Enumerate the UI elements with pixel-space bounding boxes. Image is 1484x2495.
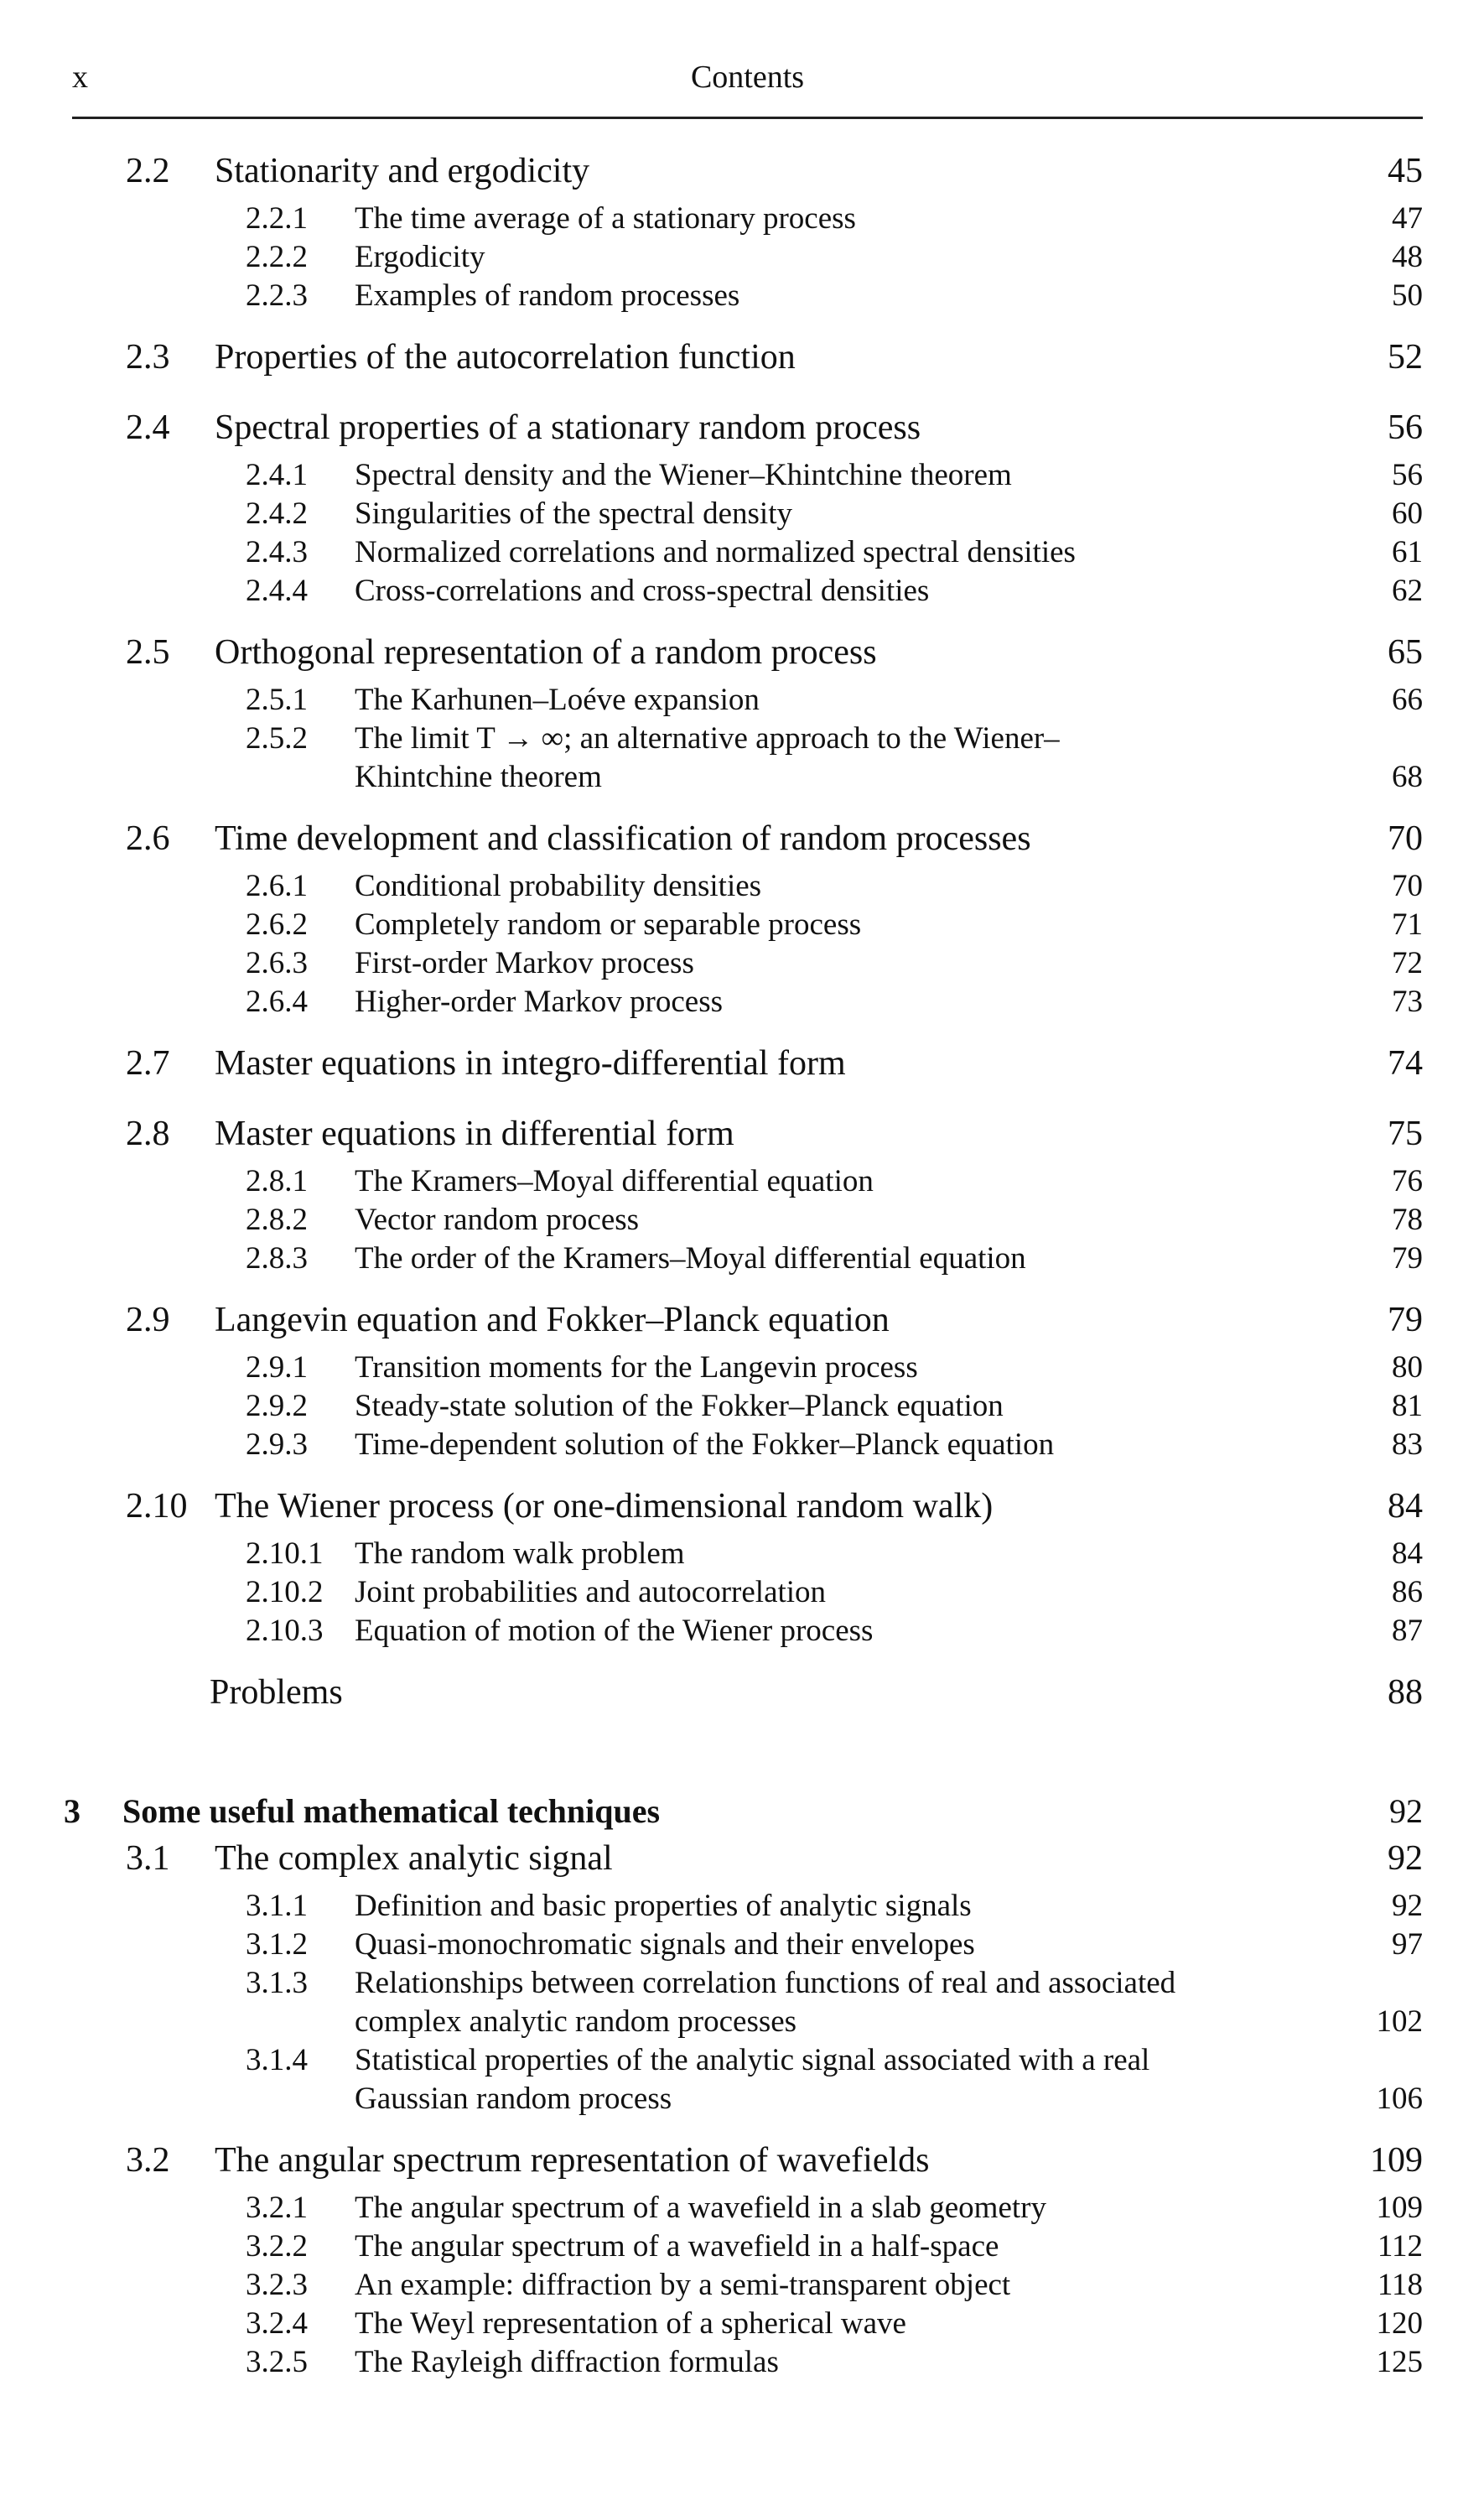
entry-title-line: The limit T → ∞; an alternative approach to the Wiener– bbox=[355, 721, 1060, 756]
entry-title-line: Ergodicity bbox=[355, 240, 485, 274]
entry-title bbox=[355, 1612, 873, 1650]
toc-sub-entry bbox=[0, 1201, 1484, 1240]
entry-title bbox=[215, 815, 1031, 862]
entry-title bbox=[355, 720, 1060, 797]
toc-section-entry bbox=[0, 148, 1484, 200]
entry-number: 2.4 bbox=[126, 408, 170, 447]
entry-title bbox=[215, 1835, 613, 1882]
entry-page-number: 70 bbox=[1388, 819, 1423, 858]
entry-number: 2.9.3 bbox=[246, 1427, 308, 1462]
entry-page-number: 56 bbox=[1388, 408, 1423, 447]
toc-sub-entry bbox=[0, 1240, 1484, 1278]
entry-number: 2.4.4 bbox=[246, 574, 308, 608]
entry-title bbox=[122, 1788, 660, 1835]
entry-title bbox=[355, 456, 1012, 495]
entry-title bbox=[215, 334, 796, 381]
entry-title-line: Joint probabilities and autocorrelation bbox=[355, 1575, 827, 1609]
entry-title-line: Master equations in integro-differential form bbox=[215, 1044, 846, 1083]
entry-title bbox=[355, 2189, 1046, 2227]
entry-number: 2.10.2 bbox=[246, 1575, 324, 1609]
entry-title bbox=[355, 1349, 918, 1387]
toc-sub-entry bbox=[0, 1387, 1484, 1426]
toc-sub-entry bbox=[0, 2266, 1484, 2305]
toc-sub-entry bbox=[0, 456, 1484, 495]
entry-title-line: Cross-correlations and cross-spectral densities bbox=[355, 574, 930, 608]
toc-section-entry bbox=[0, 2137, 1484, 2189]
entry-number: 2.6 bbox=[126, 819, 170, 858]
entry-title-line: The Rayleigh diffraction formulas bbox=[355, 2345, 779, 2379]
entry-title-line: Time development and classification of random processes bbox=[215, 819, 1031, 858]
entry-title bbox=[215, 1297, 890, 1344]
entry-number: 2.2.3 bbox=[246, 278, 308, 313]
entry-page-number: 92 bbox=[1392, 1889, 1423, 1923]
entry-number: 3.1.1 bbox=[246, 1889, 308, 1923]
toc-sub-entry bbox=[0, 277, 1484, 315]
entry-title-line: Singularities of the spectral density bbox=[355, 496, 792, 531]
entry-title bbox=[355, 1387, 1004, 1426]
entry-title-line: Higher-order Markov process bbox=[355, 985, 723, 1019]
toc-sub-entry bbox=[0, 1573, 1484, 1612]
running-header bbox=[0, 52, 1484, 102]
entry-title-line: Spectral properties of a stationary random process bbox=[215, 408, 921, 447]
entry-page-number: 92 bbox=[1388, 1839, 1423, 1878]
entry-page-number: 84 bbox=[1392, 1536, 1423, 1571]
entry-title-line: Relationships between correlation functions of real and associated bbox=[355, 1966, 1176, 2000]
entry-title bbox=[355, 1162, 874, 1201]
entry-page-number: 112 bbox=[1377, 2229, 1423, 2264]
toc-sub-entry bbox=[0, 1162, 1484, 1201]
entry-title bbox=[355, 1426, 1054, 1464]
entry-title bbox=[215, 1483, 993, 1530]
entry-title bbox=[355, 1887, 972, 1926]
entry-title bbox=[355, 2227, 999, 2266]
entry-page-number: 81 bbox=[1392, 1389, 1423, 1423]
entry-title-line: complex analytic random processes bbox=[355, 2004, 797, 2039]
toc-sub-entry bbox=[0, 1887, 1484, 1926]
toc-section-entry bbox=[0, 629, 1484, 681]
entry-number: 3.1 bbox=[126, 1839, 170, 1878]
toc-sub-entry bbox=[0, 1535, 1484, 1573]
toc-section-entry bbox=[0, 1483, 1484, 1535]
toc-sub-entry bbox=[0, 495, 1484, 533]
entry-title-line: The complex analytic signal bbox=[215, 1839, 613, 1878]
entry-title bbox=[355, 867, 761, 906]
entry-title-line: Properties of the autocorrelation function bbox=[215, 338, 796, 377]
toc-sub-entry bbox=[0, 1612, 1484, 1650]
entry-title-line: Equation of motion of the Wiener process bbox=[355, 1614, 874, 1648]
entry-number: 2.8.2 bbox=[246, 1203, 308, 1237]
entry-number: 2.6.2 bbox=[246, 907, 308, 942]
entry-page-number: 70 bbox=[1392, 869, 1423, 903]
entry-number: 2.9 bbox=[126, 1301, 170, 1339]
entry-title bbox=[355, 2305, 906, 2343]
entry-number: 3.2.2 bbox=[246, 2229, 308, 2264]
toc-sub-entry bbox=[0, 2305, 1484, 2343]
entry-title bbox=[215, 148, 589, 195]
entry-number: 2.9.1 bbox=[246, 1350, 308, 1385]
entry-title-line: The Karhunen–Loéve expansion bbox=[355, 683, 760, 717]
entry-number: 2.4.1 bbox=[246, 458, 308, 492]
entry-title bbox=[355, 2343, 779, 2382]
entry-page-number: 125 bbox=[1376, 2345, 1423, 2379]
entry-title bbox=[355, 238, 485, 277]
toc-sub-entry bbox=[0, 200, 1484, 238]
entry-title-line: Orthogonal representation of a random process bbox=[215, 633, 877, 672]
entry-number: 3.2.4 bbox=[246, 2306, 308, 2341]
entry-number: 2.10 bbox=[126, 1487, 188, 1526]
toc-sub-entry bbox=[0, 238, 1484, 277]
entry-number: 2.9.2 bbox=[246, 1389, 308, 1423]
entry-title bbox=[355, 572, 929, 611]
entry-title-line: Spectral density and the Wiener–Khintchine theorem bbox=[355, 458, 1012, 492]
entry-title-line: The order of the Kramers–Moyal differential equation bbox=[355, 1241, 1026, 1276]
entry-number: 3.2.3 bbox=[246, 2268, 308, 2302]
entry-title-line: Transition moments for the Langevin process bbox=[355, 1350, 918, 1385]
entry-page-number: 56 bbox=[1392, 458, 1423, 492]
entry-page-number: 84 bbox=[1388, 1487, 1423, 1526]
toc-sub-entry bbox=[0, 2041, 1484, 2118]
entry-title bbox=[215, 404, 921, 451]
toc-section-entry bbox=[0, 1040, 1484, 1092]
entry-title bbox=[355, 1201, 639, 1240]
entry-title bbox=[355, 200, 856, 238]
entry-title bbox=[355, 983, 723, 1021]
entry-number: 2.10.3 bbox=[246, 1614, 324, 1648]
entry-number: 2.6.3 bbox=[246, 946, 308, 980]
toc-sub-entry bbox=[0, 867, 1484, 906]
entry-title bbox=[215, 2137, 930, 2184]
entry-page-number: 68 bbox=[1392, 760, 1423, 794]
toc-sub-entry bbox=[0, 906, 1484, 944]
entry-page-number: 87 bbox=[1392, 1614, 1423, 1648]
entry-number: 2.3 bbox=[126, 338, 170, 377]
entry-page-number: 78 bbox=[1392, 1203, 1423, 1237]
entry-number: 2.8 bbox=[126, 1115, 170, 1153]
toc-sub-entry bbox=[0, 533, 1484, 572]
entry-page-number: 79 bbox=[1392, 1241, 1423, 1276]
entry-page-number: 118 bbox=[1377, 2268, 1423, 2302]
table-of-contents bbox=[0, 148, 1484, 2382]
toc-sub-entry bbox=[0, 1926, 1484, 1964]
entry-title-line: Time-dependent solution of the Fokker–Planck equation bbox=[355, 1427, 1055, 1462]
entry-title bbox=[355, 906, 861, 944]
toc-section-entry bbox=[0, 404, 1484, 456]
entry-page-number: 86 bbox=[1392, 1575, 1423, 1609]
header-rule bbox=[72, 117, 1423, 119]
entry-title-line: The Kramers–Moyal differential equation bbox=[355, 1164, 874, 1198]
entry-title bbox=[355, 277, 739, 315]
entry-page-number: 75 bbox=[1388, 1115, 1423, 1153]
entry-number: 3.1.4 bbox=[246, 2043, 308, 2077]
entry-number: 2.5 bbox=[126, 633, 170, 672]
entry-title-line: The Weyl representation of a spherical wave bbox=[355, 2306, 906, 2341]
entry-page-number: 74 bbox=[1388, 1044, 1423, 1083]
entry-title bbox=[355, 681, 760, 720]
entry-title bbox=[355, 2266, 1010, 2305]
entry-page-number: 71 bbox=[1392, 907, 1423, 942]
entry-page-number: 52 bbox=[1388, 338, 1423, 377]
page-folio: x bbox=[72, 60, 88, 95]
entry-title-line: Quasi-monochromatic signals and their envelopes bbox=[355, 1927, 975, 1962]
entry-page-number: 47 bbox=[1392, 201, 1423, 236]
entry-title bbox=[355, 1535, 685, 1573]
entry-page-number: 109 bbox=[1370, 2141, 1423, 2180]
entry-page-number: 60 bbox=[1392, 496, 1423, 531]
entry-title bbox=[210, 1669, 343, 1716]
toc-sub-entry bbox=[0, 983, 1484, 1021]
entry-number: 2.4.2 bbox=[246, 496, 308, 531]
entry-title-line: An example: diffraction by a semi-transparent object bbox=[355, 2268, 1011, 2302]
entry-title-line: The angular spectrum of a wavefield in a half-space bbox=[355, 2229, 999, 2264]
entry-number: 2.2.1 bbox=[246, 201, 308, 236]
entry-page-number: 106 bbox=[1376, 2082, 1423, 2116]
toc-sub-entry bbox=[0, 1349, 1484, 1387]
entry-page-number: 97 bbox=[1392, 1927, 1423, 1962]
entry-title-line: Langevin equation and Fokker–Planck equation bbox=[215, 1301, 890, 1339]
entry-page-number: 73 bbox=[1392, 985, 1423, 1019]
entry-number: 3.1.3 bbox=[246, 1966, 308, 2000]
toc-section-entry bbox=[0, 815, 1484, 867]
entry-page-number: 76 bbox=[1392, 1164, 1423, 1198]
entry-title bbox=[355, 533, 1076, 572]
entry-number: 2.6.4 bbox=[246, 985, 308, 1019]
toc-sub-entry bbox=[0, 2343, 1484, 2382]
entry-page-number: 109 bbox=[1376, 2191, 1423, 2225]
entry-number: 2.5.2 bbox=[246, 721, 308, 756]
entry-page-number: 66 bbox=[1392, 683, 1423, 717]
entry-title-line: Completely random or separable process bbox=[355, 907, 862, 942]
entry-title-line: Master equations in differential form bbox=[215, 1115, 734, 1153]
entry-number: 2.5.1 bbox=[246, 683, 308, 717]
entry-number: 3.1.2 bbox=[246, 1927, 308, 1962]
entry-page-number: 120 bbox=[1376, 2306, 1423, 2341]
entry-number: 2.4.3 bbox=[246, 535, 308, 569]
entry-title bbox=[355, 2041, 1149, 2118]
entry-title-line: The angular spectrum representation of wavefields bbox=[215, 2141, 930, 2180]
entry-title bbox=[355, 495, 792, 533]
entry-page-number: 92 bbox=[1389, 1792, 1423, 1830]
entry-number: 3.2.5 bbox=[246, 2345, 308, 2379]
entry-title-line: Statistical properties of the analytic signal associated with a real bbox=[355, 2043, 1150, 2077]
entry-number: 2.2.2 bbox=[246, 240, 308, 274]
toc-sub-entry bbox=[0, 720, 1484, 797]
toc-chapter-entry bbox=[0, 1788, 1484, 1835]
toc-sub-entry bbox=[0, 1426, 1484, 1464]
entry-page-number: 102 bbox=[1376, 2004, 1423, 2039]
entry-page-number: 72 bbox=[1392, 946, 1423, 980]
entry-title-line: Normalized correlations and normalized spectral densities bbox=[355, 535, 1076, 569]
entry-title bbox=[355, 1926, 975, 1964]
entry-number: 2.8.3 bbox=[246, 1241, 308, 1276]
entry-title-line: Stationarity and ergodicity bbox=[215, 152, 590, 190]
entry-title-line: Vector random process bbox=[355, 1203, 640, 1237]
entry-title-line: Problems bbox=[210, 1673, 343, 1712]
toc-section-entry bbox=[0, 1297, 1484, 1349]
entry-title-line: Gaussian random process bbox=[355, 2082, 672, 2116]
entry-page-number: 65 bbox=[1388, 633, 1423, 672]
entry-number: 3.2 bbox=[126, 2141, 170, 2180]
entry-title-line: Conditional probability densities bbox=[355, 869, 762, 903]
entry-page-number: 62 bbox=[1392, 574, 1423, 608]
entry-title bbox=[215, 1040, 846, 1087]
entry-title-line: Definition and basic properties of analytic signals bbox=[355, 1889, 972, 1923]
entry-number: 2.2 bbox=[126, 152, 170, 190]
entry-page-number: 48 bbox=[1392, 240, 1423, 274]
entry-page-number: 50 bbox=[1392, 278, 1423, 313]
entry-page-number: 88 bbox=[1388, 1673, 1423, 1712]
toc-section-entry bbox=[0, 1835, 1484, 1887]
entry-number: 2.8.1 bbox=[246, 1164, 308, 1198]
entry-title bbox=[215, 629, 877, 676]
entry-title bbox=[215, 1110, 734, 1157]
toc-section-entry bbox=[0, 1110, 1484, 1162]
entry-page-number: 45 bbox=[1388, 152, 1423, 190]
toc-section-entry bbox=[0, 334, 1484, 386]
entry-number: 2.10.1 bbox=[246, 1536, 324, 1571]
entry-title bbox=[355, 944, 694, 983]
entry-title-line: The Wiener process (or one-dimensional random walk) bbox=[215, 1487, 994, 1526]
entry-title-line: Khintchine theorem bbox=[355, 760, 602, 794]
toc-sub-entry bbox=[0, 2227, 1484, 2266]
toc-sub-entry bbox=[0, 2189, 1484, 2227]
entry-title-line: Examples of random processes bbox=[355, 278, 740, 313]
entry-page-number: 83 bbox=[1392, 1427, 1423, 1462]
entry-page-number: 80 bbox=[1392, 1350, 1423, 1385]
entry-number: 2.6.1 bbox=[246, 869, 308, 903]
entry-title-line: The time average of a stationary process bbox=[355, 201, 856, 236]
toc-sub-entry bbox=[0, 572, 1484, 611]
toc-sub-entry bbox=[0, 944, 1484, 983]
entry-number: 2.7 bbox=[126, 1044, 170, 1083]
entry-title bbox=[355, 1240, 1026, 1278]
entry-number: 3 bbox=[64, 1792, 80, 1830]
entry-title bbox=[355, 1964, 1175, 2041]
entry-title-line: Steady-state solution of the Fokker–Planck equation bbox=[355, 1389, 1004, 1423]
toc-sub-entry bbox=[0, 1964, 1484, 2041]
entry-number: 3.2.1 bbox=[246, 2191, 308, 2225]
entry-page-number: 61 bbox=[1392, 535, 1423, 569]
toc-problems-entry bbox=[0, 1669, 1484, 1716]
running-title: Contents bbox=[690, 60, 805, 95]
entry-title bbox=[355, 1573, 826, 1612]
toc-sub-entry bbox=[0, 681, 1484, 720]
entry-title-line: First-order Markov process bbox=[355, 946, 694, 980]
entry-page-number: 79 bbox=[1388, 1301, 1423, 1339]
entry-title-line: The random walk problem bbox=[355, 1536, 685, 1571]
entry-title-line: Some useful mathematical techniques bbox=[122, 1792, 661, 1830]
entry-title-line: The angular spectrum of a wavefield in a slab geometry bbox=[355, 2191, 1046, 2225]
